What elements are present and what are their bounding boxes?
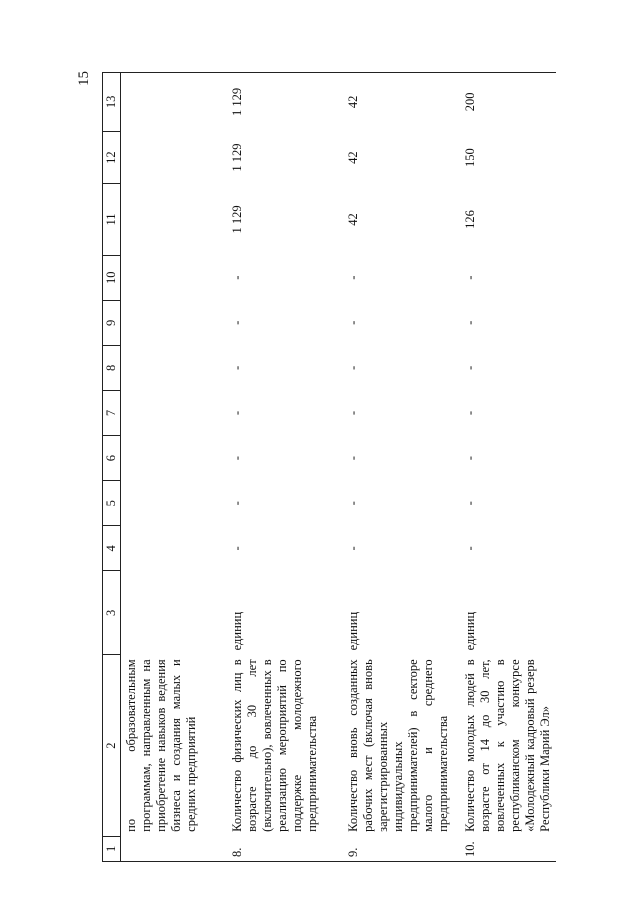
indicator-name: по образовательным программам, направленным на приобретение навыков ведения бизнеса и создания малых и средних предприятий (124, 659, 198, 832)
row-number: 8. (227, 836, 343, 861)
table-row (227, 73, 343, 862)
value-cell: - (463, 456, 477, 461)
table-row (343, 73, 457, 862)
value-cell: - (230, 501, 244, 506)
table-row (121, 73, 228, 862)
value-cell: 150 (463, 148, 477, 167)
value-cell (121, 300, 228, 345)
value-cell: - (230, 320, 244, 325)
header-cell: 2 (103, 655, 121, 837)
value-cell: 1 129 (227, 73, 343, 132)
value-cell: - (463, 275, 477, 280)
indicator-name: Количество молодых людей в возрасте от 14 до 30 лет, вовлеченных к участию в республиканском конкурсе «Молодежный кадровый резерв Республики Марий Эл» (463, 659, 552, 832)
header-cell: 7 (103, 390, 121, 435)
indicator-name: Количество физических лиц в возрасте до 30 лет (включительно), вовлеченных в реализацию мероприятий по поддержке молодежного предпринимательства (230, 659, 319, 832)
row-number: 10. (457, 836, 556, 861)
header-cell: 8 (103, 345, 121, 390)
value-cell (121, 184, 228, 255)
value-cell: - (346, 365, 360, 370)
header-cell: 12 (103, 131, 121, 183)
rotated-table-container (102, 72, 552, 862)
value-cell (121, 345, 228, 390)
value-cell (121, 73, 228, 132)
value-cell: 42 (343, 73, 457, 132)
value-cell: - (230, 365, 244, 370)
value-cell: - (346, 320, 360, 325)
page-number (76, 66, 96, 96)
value-cell: 126 (463, 210, 477, 229)
value-cell: - (463, 546, 477, 551)
header-cell: 9 (103, 300, 121, 345)
value-cell: - (230, 456, 244, 461)
value-cell: - (230, 410, 244, 416)
header-cell: 11 (103, 184, 121, 255)
unit-cell: единиц (346, 611, 360, 651)
value-cell: 1 129 (230, 143, 244, 172)
value-cell (121, 436, 228, 481)
value-cell: 42 (346, 213, 360, 226)
value-cell: - (230, 275, 244, 280)
value-cell (121, 526, 228, 571)
value-cell: - (346, 456, 360, 461)
value-cell (121, 481, 228, 526)
value-cell: 1 129 (230, 205, 244, 234)
unit-cell: единиц (463, 611, 477, 651)
value-cell: - (346, 546, 360, 551)
value-cell: - (463, 501, 477, 506)
value-cell: - (230, 546, 244, 551)
value-cell (121, 255, 228, 300)
header-cell: 5 (103, 481, 121, 526)
value-cell: - (463, 365, 477, 370)
header-cell: 13 (103, 73, 121, 132)
row-number: 9. (343, 836, 457, 861)
indicators-table (102, 72, 556, 862)
value-cell: 200 (457, 73, 556, 132)
page-number-text: 15 (76, 71, 92, 86)
header-cell: 10 (103, 255, 121, 300)
value-cell (121, 390, 228, 435)
table-row (457, 73, 556, 862)
header-cell: 1 (103, 836, 121, 861)
value-cell: - (463, 320, 477, 325)
header-cell: 3 (103, 571, 121, 655)
header-cell: 4 (103, 526, 121, 571)
header-row (103, 73, 121, 862)
value-cell: - (346, 410, 360, 416)
header-cell: 6 (103, 436, 121, 481)
value-cell (121, 131, 228, 183)
value-cell: - (346, 501, 360, 506)
unit-cell: единиц (230, 611, 244, 651)
value-cell: - (463, 410, 477, 416)
row-number (121, 836, 228, 861)
value-cell: - (346, 275, 360, 280)
value-cell: 42 (346, 151, 360, 164)
indicator-name: Количество вновь созданных рабочих мест (включая вновь зарегистрированных индивидуальных предпринимателей) в секторе малого и среднего предпринимательства (346, 659, 450, 832)
unit-cell (121, 571, 228, 655)
